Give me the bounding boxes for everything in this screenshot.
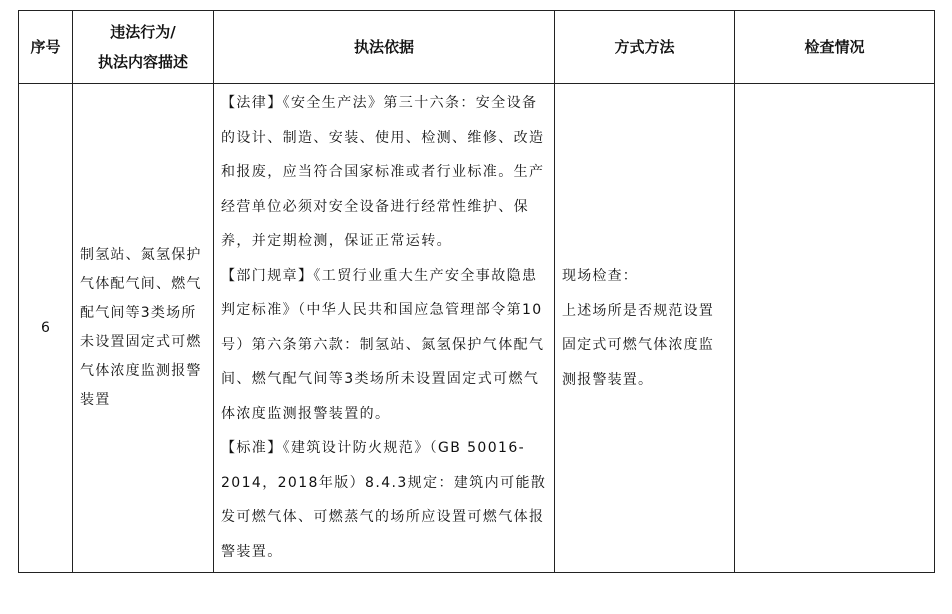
method-line1: 现场检查： <box>562 268 638 284</box>
table-row <box>19 84 935 573</box>
basis-law: 【法律】《安全生产法》第三十六条：安全设备的设计、制造、安装、使用、检测、维修、改造和报废，应当符合国家标准或者行业标准。生产经营单位必须对安全设备进行经常性维护、保养，并定期检测，保证正常运转。 <box>221 95 545 249</box>
cell-check[interactable] <box>735 84 935 573</box>
header-description-line1: 违法行为/ <box>110 23 176 41</box>
basis-regulation: 【部门规章】《工贸行业重大生产安全事故隐患判定标准》（中华人民共和国应急管理部令第10号）第六条第六款：制氢站、氮氢保护气体配气间、燃气配气间等3类场所未设置固定式可燃气体浓度监测报警装置的。 <box>221 267 545 422</box>
header-description <box>73 11 214 84</box>
header-check: 检查情况 <box>735 11 935 84</box>
cell-description: 制氢站、氮氢保护气体配气间、燃气配气间等3类场所未设置固定式可燃气体浓度监测报警装置 <box>73 84 214 573</box>
header-method: 方式方法 <box>555 11 735 84</box>
cell-seq: 6 <box>19 84 73 573</box>
enforcement-table <box>18 10 935 573</box>
header-seq: 序号 <box>19 11 73 84</box>
header-description-line2: 执法内容描述 <box>97 53 188 71</box>
header-basis: 执法依据 <box>214 11 555 84</box>
cell-method <box>555 84 735 573</box>
basis-standard: 【标准】《建筑设计防火规范》（GB 50016-2014，2018年版）8.4.3规定：建筑内可能散发可燃气体、可燃蒸气的场所应设置可燃气体报警装置。 <box>221 440 547 560</box>
method-line2: 上述场所是否规范设置固定式可燃气体浓度监测报警装置。 <box>562 302 714 388</box>
table-header-row <box>19 11 935 84</box>
cell-basis <box>214 84 555 573</box>
